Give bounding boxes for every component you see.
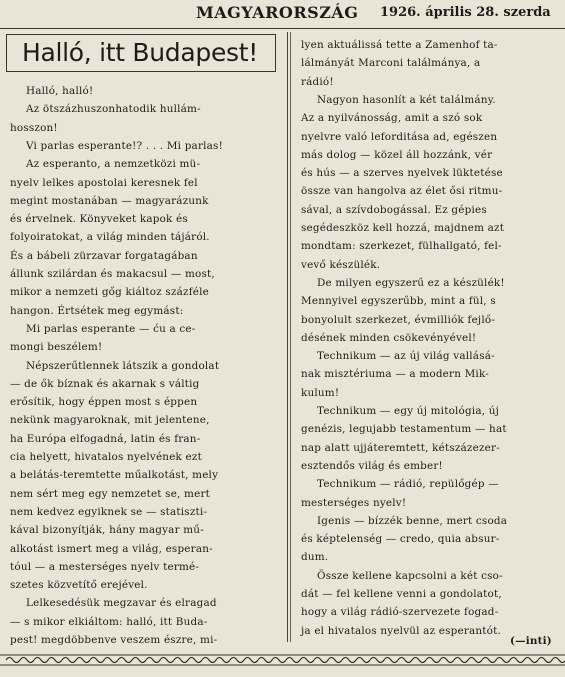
article-text-line: pest! megdöbbenve veszem észre, mi- <box>10 634 218 646</box>
article-text-line: nekünk magyaroknak, mit jelentene, <box>10 414 210 427</box>
article-text-line: mongi beszélem! <box>10 341 103 354</box>
article-text-line: megint mostanában — magyarázunk <box>10 194 209 207</box>
newspaper-name: MAGYARORSZÁG <box>196 3 359 22</box>
article-headline: Halló, itt Budapest! <box>22 38 258 67</box>
article-text-line: Az a nyilvánosság, amit a szó sok <box>301 112 483 125</box>
article-text-line: Technikum — egy új mitológia, új <box>317 405 500 417</box>
article-text-line: Vi parlas esperante!? . . . Mi parlas! <box>26 139 223 152</box>
article-text-line: mondtam: szerkezet, fülhallgató, fel- <box>301 240 502 253</box>
article-text-line: hosszon! <box>10 121 58 134</box>
article-text-line: cia helyett, hivatalos nyelvének ezt <box>10 451 202 463</box>
article-text-line: Népszerűtlennek látszik a gondolat <box>26 359 220 372</box>
article-text-line: esztendős világ és ember! <box>301 459 443 472</box>
article-text-line: ja el hivatalos nyelvül az esperantót. <box>301 624 501 637</box>
article-text-line: segédeszköz kell hozzá, majdnem azt <box>301 222 505 234</box>
article-text-line: Halló, halló! <box>26 85 94 97</box>
issue-date: 1926. április 28. szerda <box>380 5 551 20</box>
article-text-line: kulum! <box>301 386 340 399</box>
article-text-line: De milyen egyszerű ez a készülék! <box>317 276 505 289</box>
article-text-line: genézis, legujabb testamentum — hat <box>301 423 507 436</box>
article-text-line: hogy a világ rádió-szervezete fogad- <box>301 606 499 619</box>
article-text-line: nak misztériuma — a modern Mik- <box>301 368 489 381</box>
article-text-line: désének minden csökevényével! <box>301 331 477 344</box>
article-text-line: Lelkesedésük megzavar és elragad <box>26 597 217 610</box>
article-text-line: nem kedvez egyiknek se — statiszti- <box>10 505 208 518</box>
article-text-line: dát — fel kellene venni a gondolatot, <box>301 588 502 600</box>
article-text-line: kával bizonyítják, hány magyar mű- <box>10 524 204 537</box>
article-text-line: lyen aktuálissá tette a Zamenhof ta- <box>301 39 498 51</box>
article-text-line: mikor a nemzeti gőg kiáltoz százféle <box>10 286 209 299</box>
article-text-line: Mi parlas esperante — ću a ce- <box>26 322 196 335</box>
article-text-line: más dolog — közel áll hozzánk, vér <box>301 148 493 161</box>
article-text-line: sával, a szívdobogással. Ez gépies <box>301 203 487 216</box>
article-text-line: Össze kellene kapcsolni a két cso- <box>317 569 503 582</box>
article-text-line: és képtelenség — credo, quia absur- <box>301 533 500 546</box>
article-text-line: folyoiratokat, a világ minden tájáról. <box>10 231 210 244</box>
article-text-line: nyelvre való leforditása ad, egészen <box>301 130 498 143</box>
article-text-line: — de ők bíznak és akarnak s váltig <box>10 377 200 390</box>
article-text-line: össze van hangolva az élet ősi ritmu- <box>301 185 503 198</box>
article-text-line: és érvelnek. Könyveket kapok és <box>10 213 188 226</box>
article-text-line: állunk szilárdan és makacsul — most, <box>10 268 215 280</box>
article-text-line: alkotást ismert meg a világ, esperan- <box>10 542 213 555</box>
article-text-line: Az esperanto, a nemzetközi mü- <box>26 158 201 171</box>
article-text-line: szetes közvetítő erejével. <box>10 579 148 592</box>
article-text-line: tóul — a mesterséges nyelv termé- <box>10 560 200 573</box>
article-text-line: nap alatt ujjáteremtett, kétszázezer- <box>301 441 500 454</box>
article-text-line: Technikum — rádió, repülőgép — <box>317 478 499 491</box>
article-text-line: lálmányát Marconi találmánya, a <box>301 57 481 70</box>
article-text-line: mesterséges nyelv! <box>301 496 407 509</box>
article-text-line: ha Európa elfogadná, latin és fran- <box>10 432 201 445</box>
article-text-line: És a bábeli zürzavar forgatagában <box>10 249 198 262</box>
column-divider <box>287 32 288 642</box>
article-text-line: Igenis — bízzék benne, mert csoda <box>317 514 508 527</box>
column-divider-inner <box>290 32 291 642</box>
article-text-line: erősítik, hogy éppen most s éppen <box>10 396 198 409</box>
article-text-line: dum. <box>301 551 329 564</box>
article-text-line: Nagyon hasonlít a két találmány. <box>317 93 496 106</box>
article-text-line: Technikum — az új világ vallásá- <box>317 350 495 363</box>
article-text-line: nyelv lelkes apostolai keresnek fel <box>10 176 198 189</box>
article-text-line: — s mikor elkiáltom: halló, itt Buda- <box>10 615 208 628</box>
article-text-line: bonyolult szerkezet, évmilliók fejlő- <box>301 313 496 326</box>
decorative-border-ornament <box>0 652 565 668</box>
article-text-line: Az ötszázhuszonhatodik hullám- <box>26 103 201 116</box>
article-text-line: és hús — a szerves nyelvek lüktetése <box>301 167 503 180</box>
article-signature: (—inti) <box>510 635 552 647</box>
article-text-line: a belátás-teremtette műalkotást, mely <box>10 469 219 482</box>
article-text-line: hangon. Értsétek meg egymást: <box>10 304 184 317</box>
article-text-line: nem sért meg egy nemzetet se, mert <box>10 487 211 500</box>
article-text-line: vevő készülék. <box>301 258 381 271</box>
article-text-line: rádió! <box>301 75 334 88</box>
masthead <box>0 0 565 29</box>
article-text-line: Mennyivel egyszerűbb, mint a fül, s <box>301 295 496 308</box>
